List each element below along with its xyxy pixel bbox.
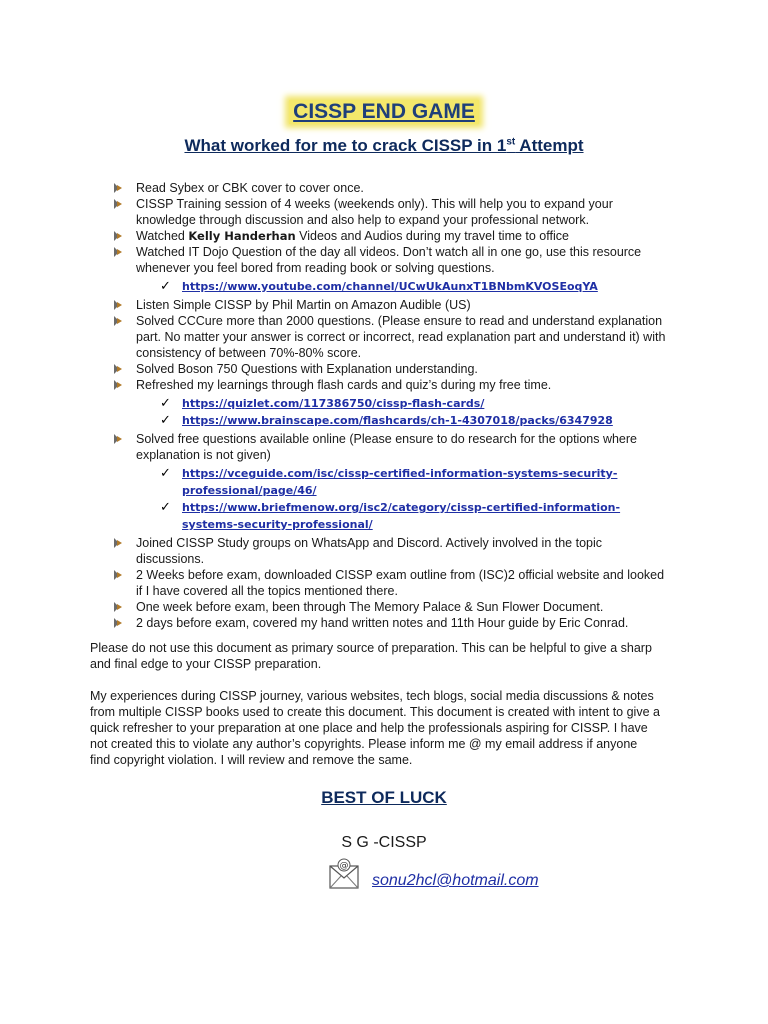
email-row bbox=[328, 856, 628, 896]
arrow-bullet-icon bbox=[112, 198, 124, 210]
arrow-bullet-icon bbox=[112, 617, 124, 629]
link-item bbox=[160, 278, 672, 295]
arrow-bullet-icon bbox=[112, 230, 124, 242]
document-title: CISSP END GAME bbox=[289, 100, 479, 124]
document-subtitle bbox=[0, 136, 768, 156]
check-icon: ✓ bbox=[160, 499, 171, 514]
list-item bbox=[112, 361, 672, 377]
arrow-bullet-icon bbox=[112, 379, 124, 391]
link-list bbox=[136, 465, 672, 533]
link-item bbox=[160, 395, 672, 412]
list-item bbox=[112, 615, 672, 631]
list-item bbox=[112, 313, 672, 361]
item-text: Solved Boson 750 Questions with Explanation understanding. bbox=[136, 362, 478, 376]
resource-link[interactable]: https://www.briefmenow.org/isc2/category/cissp-certified-information-systems-security-professional/ bbox=[182, 501, 621, 531]
item-text: 2 days before exam, covered my hand written notes and 11th Hour guide by Eric Conrad. bbox=[136, 616, 629, 630]
check-icon: ✓ bbox=[160, 465, 171, 480]
signature: S G -CISSP bbox=[341, 834, 427, 851]
arrow-bullet-icon bbox=[112, 363, 124, 375]
closing-heading: BEST OF LUCK bbox=[321, 788, 447, 807]
item-text: Watched IT Dojo Question of the day all videos. Don’t watch all in one go, use this resource whenever you feel bored from reading book or solving questions. bbox=[136, 245, 642, 275]
email-link[interactable]: sonu2hcl@hotmail.com bbox=[372, 872, 539, 889]
list-item bbox=[112, 228, 672, 244]
item-text: Watched bbox=[136, 229, 189, 243]
item-text: Solved CCCure more than 2000 questions. (Please ensure to read and understand explanation part. No matter your answer is correct or incorrect, read explanation part and understand it) with consistency of between 70%-80% score. bbox=[136, 314, 666, 360]
list-item bbox=[112, 244, 672, 295]
arrow-bullet-icon bbox=[112, 601, 124, 613]
subtitle-end: Attempt bbox=[515, 136, 584, 155]
list-item bbox=[112, 196, 672, 228]
link-item bbox=[160, 465, 672, 499]
arrow-bullet-icon bbox=[112, 569, 124, 581]
item-text: Refreshed my learnings through flash cards and quiz’s during my free time. bbox=[136, 378, 552, 392]
link-item bbox=[160, 412, 672, 429]
list-item bbox=[112, 535, 672, 567]
resource-link[interactable]: https://www.youtube.com/channel/UCwUkAunxT1BNbmKVOSEoqYA bbox=[182, 280, 598, 293]
list-item bbox=[112, 180, 672, 196]
arrow-bullet-icon bbox=[112, 433, 124, 445]
list-item bbox=[112, 297, 672, 313]
arrow-bullet-icon bbox=[112, 246, 124, 258]
link-item bbox=[160, 499, 672, 533]
list-item bbox=[112, 567, 672, 599]
subtitle-main: What worked for me to crack CISSP in 1 bbox=[184, 136, 507, 155]
list-item bbox=[112, 377, 672, 429]
arrow-bullet-icon bbox=[112, 182, 124, 194]
resource-link[interactable]: https://www.brainscape.com/flashcards/ch-1-4307018/packs/6347928 bbox=[182, 414, 613, 427]
item-text: Read Sybex or CBK cover to cover once. bbox=[136, 181, 364, 195]
check-icon: ✓ bbox=[160, 278, 171, 293]
item-text: Videos and Audios during my travel time to office bbox=[295, 229, 569, 243]
resource-link[interactable]: https://quizlet.com/117386750/cissp-flash-cards/ bbox=[182, 397, 485, 410]
item-text: CISSP Training session of 4 weeks (weekends only). This will help you to expand your knowledge through discussion and also help to expand your professional network. bbox=[136, 197, 613, 227]
item-bold-name: Kelly Handerhan bbox=[188, 229, 296, 243]
preparation-list bbox=[112, 180, 672, 631]
experience-paragraph: My experiences during CISSP journey, various websites, tech blogs, social media discussions & notes from multiple CISSP books used to create this document. This document is created with intent to give a quick refresher to your preparation at one place and help the professionals aspiring for CISSP. I have not created this to violate any author’s copyrights. Please inform me @ my email address if anyone find copyright violation. I will review and remove the same. bbox=[90, 689, 660, 767]
link-list bbox=[136, 278, 672, 295]
subtitle-superscript: st bbox=[506, 136, 516, 148]
arrow-bullet-icon bbox=[112, 299, 124, 311]
item-text: Solved free questions available online (Please ensure to do research for the options where explanation is not given) bbox=[136, 432, 638, 462]
item-text: One week before exam, been through The Memory Palace & Sun Flower Document. bbox=[136, 600, 604, 614]
list-item bbox=[112, 431, 672, 533]
check-icon: ✓ bbox=[160, 412, 171, 427]
title-wrap bbox=[0, 100, 768, 124]
check-icon: ✓ bbox=[160, 395, 171, 410]
envelope-icon bbox=[328, 856, 360, 890]
link-list bbox=[136, 395, 672, 429]
arrow-bullet-icon bbox=[112, 537, 124, 549]
list-item bbox=[112, 599, 672, 615]
svg-text:@: @ bbox=[339, 861, 349, 871]
disclaimer-paragraph: Please do not use this document as primary source of preparation. This can be helpful to give a sharp and final edge to your CISSP preparation. bbox=[90, 641, 652, 671]
item-text: Joined CISSP Study groups on WhatsApp and Discord. Actively involved in the topic discussions. bbox=[136, 536, 602, 566]
resource-link[interactable]: https://vceguide.com/isc/cissp-certified-information-systems-security-professional/page/46/ bbox=[182, 467, 618, 497]
arrow-bullet-icon bbox=[112, 315, 124, 327]
item-text: 2 Weeks before exam, downloaded CISSP exam outline from (ISC)2 official website and looked if I have covered all the topics mentioned there. bbox=[136, 568, 665, 598]
item-text: Listen Simple CISSP by Phil Martin on Amazon Audible (US) bbox=[136, 298, 471, 312]
